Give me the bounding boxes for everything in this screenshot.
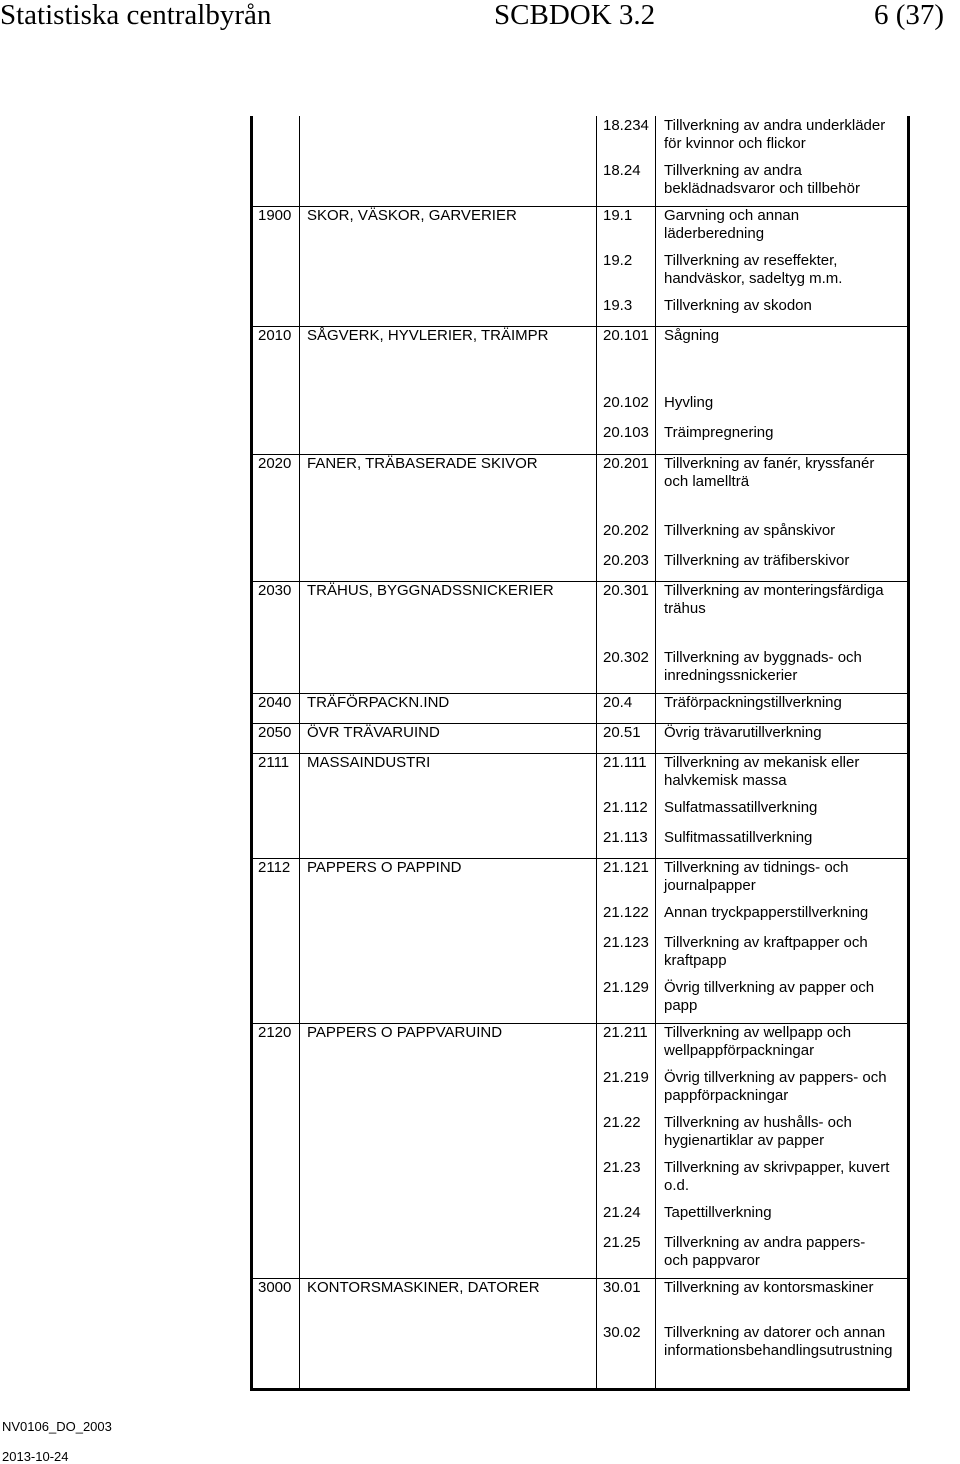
- sni-code: 21.122: [603, 904, 649, 921]
- sni-description: Tillverkning av monteringsfärdiga: [664, 582, 884, 599]
- branch-name: MASSAINDUSTRI: [307, 754, 431, 771]
- sni-code: 21.112: [603, 799, 648, 816]
- sni-code: 18.24: [603, 162, 641, 179]
- sni-description: Tillverkning av andra: [664, 162, 802, 179]
- sni-description: wellpappförpackningar: [664, 1042, 815, 1059]
- sni-description: Tillverkning av skodon: [664, 297, 812, 314]
- sni-description: och pappvaror: [664, 1252, 760, 1269]
- sni-description: Sulfitmassatillverkning: [664, 829, 813, 846]
- sni-code: 20.51: [603, 724, 641, 741]
- sni-code: 21.121: [603, 859, 649, 876]
- sni-code: 19.1: [603, 207, 633, 224]
- sni-code: 20.203: [603, 552, 649, 569]
- branch-name: SÅGVERK, HYVLERIER, TRÄIMPR: [307, 327, 549, 344]
- sni-description: Träimpregnering: [664, 424, 774, 441]
- sni-description: journalpapper: [664, 877, 756, 894]
- branch-code: 2111: [258, 754, 290, 771]
- sni-code: 20.102: [603, 394, 649, 411]
- sni-description: för kvinnor och flickor: [664, 135, 806, 152]
- sni-description: Träförpackningstillverkning: [664, 694, 842, 711]
- sni-description: Tillverkning av hushålls- och: [664, 1114, 852, 1131]
- sni-description: o.d.: [664, 1177, 690, 1194]
- sni-code: 20.103: [603, 424, 649, 441]
- sni-code: 20.4: [603, 694, 633, 711]
- sni-description: Tillverkning av wellpapp och: [664, 1024, 852, 1041]
- sni-code: 20.201: [603, 455, 649, 472]
- sni-description: Tillverkning av tidnings- och: [664, 859, 849, 876]
- sni-code: 19.3: [603, 297, 633, 314]
- sni-description: Tillverkning av reseffekter,: [664, 252, 838, 269]
- branch-name: PAPPERS O PAPPVARUIND: [307, 1024, 503, 1041]
- sni-code: 21.22: [603, 1114, 641, 1131]
- sni-description: pappförpackningar: [664, 1087, 789, 1104]
- sni-description: halvkemisk massa: [664, 772, 787, 789]
- sni-description: Tillverkning av kraftpapper och: [664, 934, 868, 951]
- sni-description: kraftpapp: [664, 952, 727, 969]
- sni-description: och lamellträ: [664, 473, 750, 490]
- sni-description: Tillverkning av skrivpapper, kuvert: [664, 1159, 890, 1176]
- branch-name: PAPPERS O PAPPIND: [307, 859, 462, 876]
- page-number: 6 (37): [874, 0, 945, 31]
- sni-code: 20.302: [603, 649, 649, 666]
- sni-description: Garvning och annan: [664, 207, 800, 224]
- footer-date: 2013-10-24: [2, 1449, 69, 1464]
- sni-code: 21.23: [603, 1159, 641, 1176]
- sni-code: 20.202: [603, 522, 649, 539]
- sni-description: Tillverkning av andra underkläder: [664, 117, 886, 134]
- sni-code: 19.2: [603, 252, 633, 269]
- sni-code: 21.113: [603, 829, 648, 846]
- sni-description: Tillverkning av andra pappers-: [664, 1234, 866, 1251]
- sni-code: 21.211: [603, 1024, 648, 1041]
- sni-code: 21.25: [603, 1234, 641, 1251]
- sni-description: Tapettillverkning: [664, 1204, 772, 1221]
- sni-code: 21.24: [603, 1204, 641, 1221]
- sni-code: 30.02: [603, 1324, 641, 1341]
- sni-description: Tillverkning av mekanisk eller: [664, 754, 860, 771]
- sni-description: trähus: [664, 600, 706, 617]
- sni-code: 21.123: [603, 934, 649, 951]
- branch-code: 2120: [258, 1024, 292, 1041]
- branch-code: 3000: [258, 1279, 292, 1296]
- sni-description: informationsbehandlingsutrustning: [664, 1342, 893, 1359]
- branch-code: 2010: [258, 327, 292, 344]
- branch-name: ÖVR TRÄVARUIND: [307, 724, 440, 741]
- sni-description: Övrig tillverkning av papper och: [664, 979, 875, 996]
- sni-description: Tillverkning av spånskivor: [664, 522, 836, 539]
- sni-description: hygienartiklar av papper: [664, 1132, 825, 1149]
- sni-description: papp: [664, 997, 698, 1014]
- sni-code: 30.01: [603, 1279, 641, 1296]
- sni-description: Hyvling: [664, 394, 714, 411]
- sni-description: Tillverkning av datorer och annan: [664, 1324, 886, 1341]
- sni-code: 21.129: [603, 979, 649, 996]
- sni-description: Tillverkning av kontorsmaskiner: [664, 1279, 874, 1296]
- sni-description: Sågning: [664, 327, 720, 344]
- sni-description: Övrig tillverkning av pappers- och: [664, 1069, 887, 1086]
- branch-code: 2050: [258, 724, 292, 741]
- footer-reference: NV0106_DO_2003: [2, 1419, 112, 1434]
- branch-code: 2020: [258, 455, 292, 472]
- branch-code: 2040: [258, 694, 292, 711]
- sni-description: läderberedning: [664, 225, 765, 242]
- sni-description: Sulfatmassatillverkning: [664, 799, 818, 816]
- sni-description: Annan tryckpapperstillverkning: [664, 904, 869, 921]
- sni-description: Tillverkning av träfiberskivor: [664, 552, 850, 569]
- sni-code: 20.101: [603, 327, 649, 344]
- sni-code: 18.234: [603, 117, 649, 134]
- sni-description: inredningssnickerier: [664, 667, 798, 684]
- branch-name: TRÄFÖRPACKN.IND: [307, 694, 450, 711]
- branch-name: FANER, TRÄBASERADE SKIVOR: [307, 455, 538, 472]
- sni-code: 20.301: [603, 582, 649, 599]
- sni-description: beklädnadsvaror och tillbehör: [664, 180, 860, 197]
- branch-name: SKOR, VÄSKOR, GARVERIER: [307, 207, 517, 224]
- organization-title: Statistiska centralbyrån: [0, 0, 272, 31]
- document-id: SCBDOK 3.2: [494, 0, 656, 31]
- sni-description: handväskor, sadeltyg m.m.: [664, 270, 843, 287]
- sni-description: Övrig trävarutillverkning: [664, 724, 822, 741]
- sni-description: Tillverkning av fanér, kryssfanér: [664, 455, 875, 472]
- branch-name: KONTORSMASKINER, DATORER: [307, 1279, 540, 1296]
- branch-code: 1900: [258, 207, 292, 224]
- branch-name: TRÄHUS, BYGGNADSSNICKERIER: [307, 582, 554, 599]
- sni-code: 21.219: [603, 1069, 649, 1086]
- sni-code: 21.111: [603, 754, 647, 771]
- sni-description: Tillverkning av byggnads- och: [664, 649, 862, 666]
- branch-code: 2112: [258, 859, 291, 876]
- branch-code: 2030: [258, 582, 292, 599]
